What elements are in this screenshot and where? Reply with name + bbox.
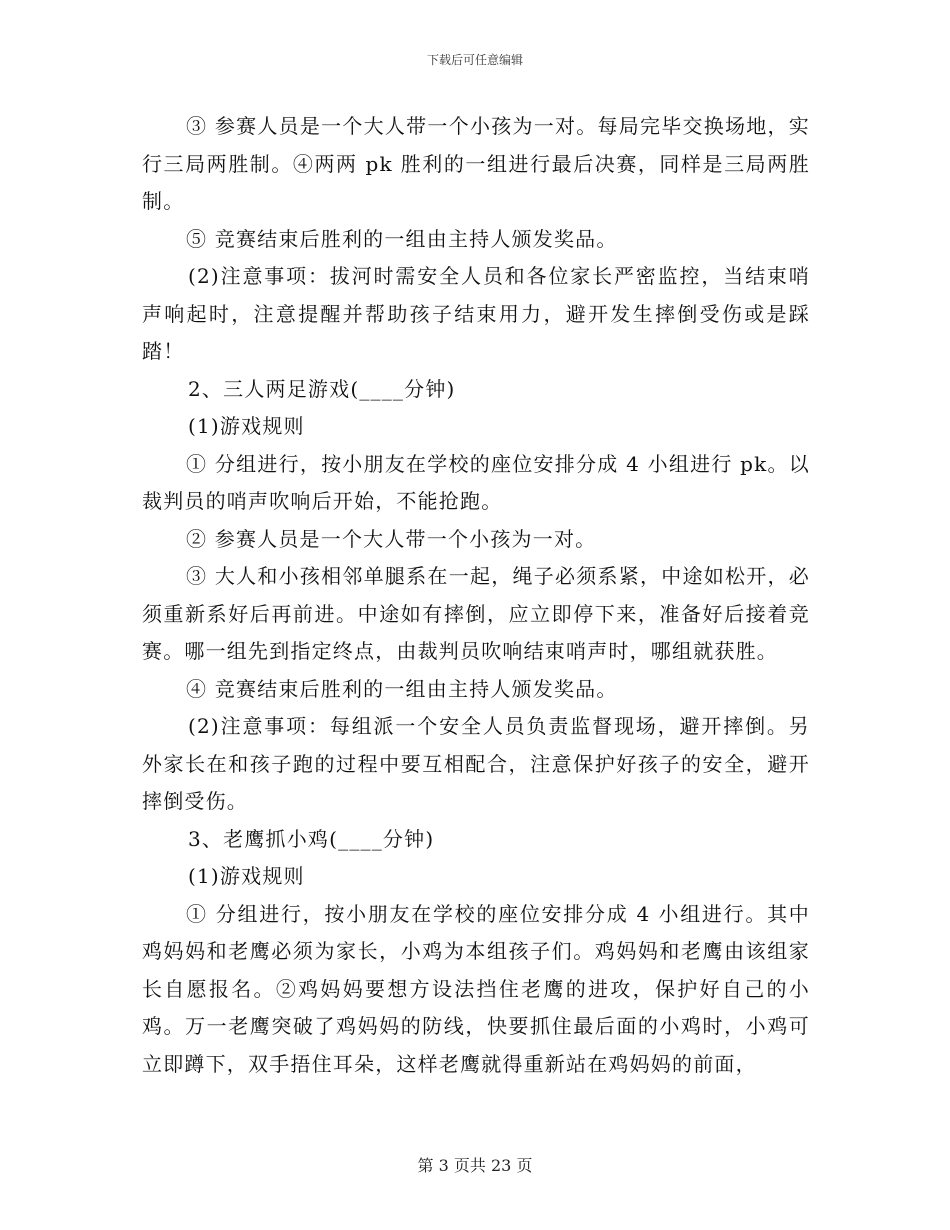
- paragraph-eagle-rules: ① 分组进行，按小朋友在学校的座位安排分成 4 小组进行。其中鸡妈妈和老鹰必须为家长，小鸡为本组孩子们。鸡妈妈和老鹰由该组家长自愿报名。②鸡妈妈要想方设法挡住老鹰的进攻，保护好自己的小鸡。万一老鹰突破了鸡妈妈的防线，快要抓住最后面的小鸡时，小鸡可立即蹲下，双手捂住耳朵，这样老鹰就得重新站在鸡妈妈的前面，: [142, 901, 810, 1076]
- paragraph-rule-3: ③ 参赛人员是一个大人带一个小孩为一对。每局完毕交换场地，实行三局两胜制。④两两 pk 胜利的一组进行最后决赛，同样是三局两胜制。: [142, 114, 810, 213]
- paragraph-rule-5: ⑤ 竞赛结束后胜利的一组由主持人颁发奖品。: [186, 226, 618, 251]
- page-header: 下载后可任意编辑: [426, 53, 523, 67]
- subheading-game-rules-2: (1)游戏规则: [188, 864, 305, 888]
- section-heading-three-legged: 2、三人两足游戏(____分钟): [188, 376, 456, 401]
- paragraph-rule-1: ① 分组进行，按小朋友在学校的座位安排分成 4 小组进行 pk。以裁判员的哨声吹响后开始，不能抢跑。: [142, 451, 810, 513]
- paragraph-rule-2: ② 参赛人员是一个大人带一个小孩为一对。: [186, 526, 597, 551]
- section-heading-eagle-chick: 3、老鹰抓小鸡(____分钟): [188, 826, 435, 851]
- paragraph-notes-tug-of-war: (2)注意事项：拔河时需安全人员和各位家长严密监控，当结束哨声响起时，注意提醒并帮助孩子结束用力，避开发生摔倒受伤或是踩踏！: [142, 264, 810, 363]
- document-body: [142, 108, 810, 1083]
- subheading-game-rules: (1)游戏规则: [188, 414, 305, 438]
- paragraph-rule-3b: ③ 大人和小孩相邻单腿系在一起，绳子必须系紧，中途如松开，必须重新系好后再前进。中途如有摔倒，应立即停下来，准备好后接着竞赛。哪一组先到指定终点，由裁判员吹响结束哨声时，哪组就获胜。: [142, 564, 810, 663]
- page-footer: 第 3 页共 23 页: [417, 1156, 533, 1175]
- paragraph-notes-three-legged: (2)注意事项：每组派一个安全人员负责监督现场，避开摔倒。另外家长在和孩子跑的过程中要互相配合，注意保护好孩子的安全，避开摔倒受伤。: [142, 714, 810, 813]
- paragraph-rule-4: ④ 竞赛结束后胜利的一组由主持人颁发奖品。: [186, 676, 618, 701]
